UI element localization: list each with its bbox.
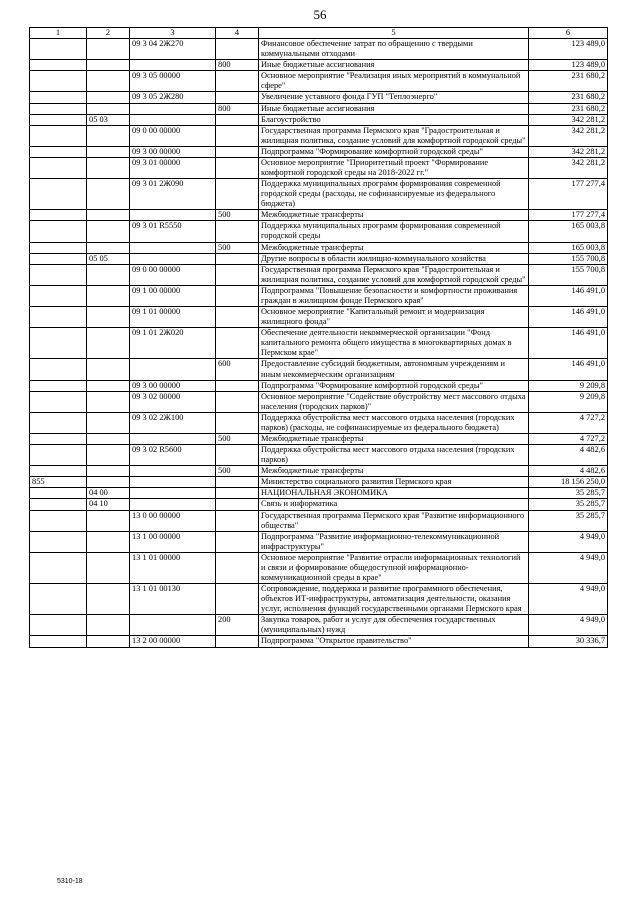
cell-amount: 155 700,8 bbox=[529, 253, 608, 264]
table-row bbox=[30, 391, 608, 412]
table-row bbox=[30, 307, 608, 328]
table-header-row bbox=[30, 28, 608, 39]
table-row bbox=[30, 114, 608, 125]
cell-code-section bbox=[87, 210, 130, 221]
table-row bbox=[30, 264, 608, 285]
cell-code-target: 09 1 01 2Ж020 bbox=[130, 328, 216, 359]
cell-amount: 4 949,0 bbox=[529, 615, 608, 636]
table-row bbox=[30, 125, 608, 146]
table-row bbox=[30, 253, 608, 264]
table-row bbox=[30, 60, 608, 71]
cell-amount: 35 285,7 bbox=[529, 510, 608, 531]
cell-code-expense-type bbox=[216, 307, 259, 328]
cell-description: Поддержка обустройства мест массового отдыха населения (городских парков) bbox=[259, 445, 529, 466]
cell-description: Подпрограмма "Формирование комфортной городской среды" bbox=[259, 146, 529, 157]
cell-amount: 155 700,8 bbox=[529, 264, 608, 285]
cell-code-admin bbox=[30, 210, 87, 221]
cell-description: Поддержка обустройства мест массового отдыха населения (городских парков) (расходы, не софинансируемые из федерального бюджета) bbox=[259, 412, 529, 433]
table-row bbox=[30, 328, 608, 359]
cell-code-section bbox=[87, 445, 130, 466]
cell-code-section: 05 03 bbox=[87, 114, 130, 125]
cell-code-expense-type: 600 bbox=[216, 359, 259, 380]
cell-code-expense-type bbox=[216, 92, 259, 103]
cell-code-admin bbox=[30, 433, 87, 444]
cell-description: Государственная программа Пермского края "Развитие информационного общества" bbox=[259, 510, 529, 531]
cell-description: Подпрограмма "Развитие информационно-телекоммуникационной инфраструктуры" bbox=[259, 531, 529, 552]
cell-code-target: 09 0 00 00000 bbox=[130, 125, 216, 146]
cell-code-admin bbox=[30, 531, 87, 552]
cell-code-target: 09 3 00 00000 bbox=[130, 380, 216, 391]
cell-amount: 4 727,2 bbox=[529, 412, 608, 433]
cell-code-admin bbox=[30, 445, 87, 466]
cell-code-expense-type bbox=[216, 445, 259, 466]
cell-code-admin bbox=[30, 359, 87, 380]
cell-amount: 30 336,7 bbox=[529, 636, 608, 647]
column-header: 3 bbox=[130, 28, 216, 39]
cell-code-section: 04 00 bbox=[87, 488, 130, 499]
cell-code-expense-type: 500 bbox=[216, 433, 259, 444]
cell-code-admin bbox=[30, 71, 87, 92]
cell-code-admin bbox=[30, 253, 87, 264]
cell-description: Другие вопросы в области жилищно-коммунального хозяйства bbox=[259, 253, 529, 264]
cell-description: Межбюджетные трансферты bbox=[259, 242, 529, 253]
cell-code-expense-type bbox=[216, 264, 259, 285]
cell-code-expense-type: 800 bbox=[216, 103, 259, 114]
cell-code-admin bbox=[30, 146, 87, 157]
cell-code-target: 13 1 00 00000 bbox=[130, 531, 216, 552]
cell-description: Иные бюджетные ассигнования bbox=[259, 103, 529, 114]
cell-code-section: 04 10 bbox=[87, 499, 130, 510]
cell-amount: 35 285,7 bbox=[529, 499, 608, 510]
cell-amount: 342 281,2 bbox=[529, 157, 608, 178]
cell-code-expense-type bbox=[216, 510, 259, 531]
table-row bbox=[30, 221, 608, 242]
cell-code-target bbox=[130, 488, 216, 499]
cell-code-expense-type bbox=[216, 179, 259, 210]
cell-description: Основное мероприятие "Содействие обустройству мест массового отдыха населения (городских парков)" bbox=[259, 391, 529, 412]
cell-code-section bbox=[87, 552, 130, 583]
cell-description: Иные бюджетные ассигнования bbox=[259, 60, 529, 71]
cell-amount: 165 003,8 bbox=[529, 221, 608, 242]
table-row bbox=[30, 39, 608, 60]
table-row bbox=[30, 157, 608, 178]
cell-description: Предоставление субсидий бюджетным, автономным учреждениям и иным некоммерческим организациям bbox=[259, 359, 529, 380]
cell-code-expense-type bbox=[216, 412, 259, 433]
cell-description: Основное мероприятие "Капитальный ремонт и модернизация жилищного фонда" bbox=[259, 307, 529, 328]
cell-description: Межбюджетные трансферты bbox=[259, 466, 529, 477]
table-row bbox=[30, 499, 608, 510]
table-body bbox=[30, 39, 608, 647]
cell-description: НАЦИОНАЛЬНАЯ ЭКОНОМИКА bbox=[259, 488, 529, 499]
cell-description: Благоустройство bbox=[259, 114, 529, 125]
cell-code-expense-type bbox=[216, 531, 259, 552]
cell-code-expense-type bbox=[216, 488, 259, 499]
cell-code-section bbox=[87, 221, 130, 242]
cell-code-expense-type bbox=[216, 636, 259, 647]
table-row bbox=[30, 359, 608, 380]
cell-code-target bbox=[130, 253, 216, 264]
cell-code-section bbox=[87, 242, 130, 253]
cell-code-section bbox=[87, 307, 130, 328]
cell-code-expense-type: 500 bbox=[216, 242, 259, 253]
cell-amount: 4 949,0 bbox=[529, 584, 608, 615]
table-row bbox=[30, 584, 608, 615]
table-row bbox=[30, 412, 608, 433]
footer-code: 5310-18 bbox=[57, 878, 83, 885]
cell-code-target: 13 1 01 00000 bbox=[130, 552, 216, 583]
cell-amount: 9 209,8 bbox=[529, 391, 608, 412]
cell-amount: 146 491,0 bbox=[529, 285, 608, 306]
cell-description: Связь и информатика bbox=[259, 499, 529, 510]
cell-code-section bbox=[87, 380, 130, 391]
cell-code-expense-type bbox=[216, 552, 259, 583]
cell-amount: 4 482,6 bbox=[529, 466, 608, 477]
cell-code-expense-type bbox=[216, 125, 259, 146]
cell-code-admin bbox=[30, 242, 87, 253]
cell-code-target bbox=[130, 433, 216, 444]
cell-amount: 177 277,4 bbox=[529, 210, 608, 221]
cell-code-target: 09 3 02 00000 bbox=[130, 391, 216, 412]
cell-amount: 146 491,0 bbox=[529, 328, 608, 359]
cell-code-target: 09 3 04 2Ж270 bbox=[130, 39, 216, 60]
cell-description: Межбюджетные трансферты bbox=[259, 433, 529, 444]
cell-code-section bbox=[87, 531, 130, 552]
cell-amount: 9 209,8 bbox=[529, 380, 608, 391]
cell-amount: 342 281,2 bbox=[529, 125, 608, 146]
table-row bbox=[30, 552, 608, 583]
table-row bbox=[30, 380, 608, 391]
cell-code-admin bbox=[30, 114, 87, 125]
cell-description: Министерство социального развития Пермского края bbox=[259, 477, 529, 488]
cell-code-target: 09 3 00 00000 bbox=[130, 146, 216, 157]
cell-description: Финансовое обеспечение затрат по обращению с твердыми коммунальными отходами bbox=[259, 39, 529, 60]
cell-code-expense-type: 800 bbox=[216, 60, 259, 71]
cell-code-expense-type bbox=[216, 477, 259, 488]
cell-description: Подпрограмма "Формирование комфортной городской среды" bbox=[259, 380, 529, 391]
cell-code-section bbox=[87, 285, 130, 306]
cell-code-expense-type bbox=[216, 584, 259, 615]
cell-code-admin bbox=[30, 499, 87, 510]
cell-code-section bbox=[87, 146, 130, 157]
cell-code-admin bbox=[30, 510, 87, 531]
cell-amount: 4 949,0 bbox=[529, 552, 608, 583]
cell-code-expense-type: 500 bbox=[216, 466, 259, 477]
table-row bbox=[30, 615, 608, 636]
cell-code-section bbox=[87, 103, 130, 114]
cell-description: Поддержка муниципальных программ формирования современной городской среды bbox=[259, 221, 529, 242]
page-number: 56 bbox=[313, 7, 327, 22]
table-row bbox=[30, 71, 608, 92]
cell-description: Основное мероприятие "Реализация иных мероприятий в коммунальной сфере" bbox=[259, 71, 529, 92]
cell-code-section bbox=[87, 359, 130, 380]
cell-code-admin bbox=[30, 103, 87, 114]
cell-code-target bbox=[130, 114, 216, 125]
table-row bbox=[30, 210, 608, 221]
column-header: 4 bbox=[216, 28, 259, 39]
cell-amount: 4 727,2 bbox=[529, 433, 608, 444]
cell-code-admin bbox=[30, 92, 87, 103]
cell-code-admin bbox=[30, 179, 87, 210]
cell-code-admin bbox=[30, 60, 87, 71]
cell-code-expense-type bbox=[216, 328, 259, 359]
cell-code-section bbox=[87, 412, 130, 433]
table-row bbox=[30, 636, 608, 647]
cell-code-admin bbox=[30, 552, 87, 583]
cell-code-expense-type bbox=[216, 380, 259, 391]
cell-code-target: 09 3 01 2Ж090 bbox=[130, 179, 216, 210]
cell-code-target: 13 0 00 00000 bbox=[130, 510, 216, 531]
cell-code-target bbox=[130, 499, 216, 510]
cell-code-admin: 855 bbox=[30, 477, 87, 488]
column-header: 6 bbox=[529, 28, 608, 39]
cell-amount: 146 491,0 bbox=[529, 359, 608, 380]
cell-code-target bbox=[130, 359, 216, 380]
cell-amount: 231 680,2 bbox=[529, 71, 608, 92]
table-row bbox=[30, 488, 608, 499]
cell-code-target: 09 3 01 00000 bbox=[130, 157, 216, 178]
cell-code-target: 13 2 00 00000 bbox=[130, 636, 216, 647]
cell-code-admin bbox=[30, 221, 87, 242]
cell-amount: 177 277,4 bbox=[529, 179, 608, 210]
cell-description: Увеличение уставного фонда ГУП "Теплоэнерго" bbox=[259, 92, 529, 103]
table-row bbox=[30, 510, 608, 531]
table-row bbox=[30, 179, 608, 210]
cell-amount: 4 482,6 bbox=[529, 445, 608, 466]
cell-amount: 165 003,8 bbox=[529, 242, 608, 253]
cell-code-expense-type: 500 bbox=[216, 210, 259, 221]
column-header: 5 bbox=[259, 28, 529, 39]
cell-code-admin bbox=[30, 380, 87, 391]
cell-description: Поддержка муниципальных программ формирования современной городской среды (расходы, не софинансируемые из федерального бюджета) bbox=[259, 179, 529, 210]
table-row bbox=[30, 433, 608, 444]
cell-description: Межбюджетные трансферты bbox=[259, 210, 529, 221]
cell-code-target bbox=[130, 477, 216, 488]
cell-amount: 342 281,2 bbox=[529, 114, 608, 125]
cell-code-admin bbox=[30, 307, 87, 328]
cell-code-section bbox=[87, 466, 130, 477]
cell-code-section bbox=[87, 615, 130, 636]
cell-code-admin bbox=[30, 328, 87, 359]
cell-code-section bbox=[87, 433, 130, 444]
cell-code-section: 05 05 bbox=[87, 253, 130, 264]
cell-code-target: 09 3 05 00000 bbox=[130, 71, 216, 92]
cell-amount: 35 285,7 bbox=[529, 488, 608, 499]
cell-code-section bbox=[87, 60, 130, 71]
cell-description: Подпрограмма "Повышение безопасности и комфортности проживания граждан в жилищном фонде Пермского края" bbox=[259, 285, 529, 306]
cell-code-expense-type bbox=[216, 71, 259, 92]
cell-code-expense-type bbox=[216, 39, 259, 60]
cell-code-admin bbox=[30, 466, 87, 477]
column-header: 1 bbox=[30, 28, 87, 39]
cell-code-expense-type bbox=[216, 146, 259, 157]
cell-code-section bbox=[87, 636, 130, 647]
cell-code-target: 09 3 05 2Ж280 bbox=[130, 92, 216, 103]
cell-code-target: 09 1 01 00000 bbox=[130, 307, 216, 328]
cell-code-section bbox=[87, 328, 130, 359]
table-row bbox=[30, 477, 608, 488]
cell-code-section bbox=[87, 179, 130, 210]
cell-code-admin bbox=[30, 285, 87, 306]
cell-amount: 18 156 250,0 bbox=[529, 477, 608, 488]
table-row bbox=[30, 531, 608, 552]
cell-amount: 123 489,0 bbox=[529, 60, 608, 71]
cell-amount: 231 680,2 bbox=[529, 92, 608, 103]
cell-code-expense-type bbox=[216, 391, 259, 412]
cell-amount: 342 281,2 bbox=[529, 146, 608, 157]
cell-description: Обеспечение деятельности некоммерческой организации "Фонд капитального ремонта общего имущества в многоквартирных домах в Пермском крае" bbox=[259, 328, 529, 359]
table-row bbox=[30, 103, 608, 114]
cell-code-target bbox=[130, 103, 216, 114]
cell-code-section bbox=[87, 39, 130, 60]
budget-table bbox=[29, 27, 608, 648]
cell-description: Сопровождение, поддержка и развитие программного обеспечения, объектов ИТ-инфраструктуры, автоматизация деятельности, оказания услуг, исполнения функций государственными органами Пермского края bbox=[259, 584, 529, 615]
table-row bbox=[30, 285, 608, 306]
cell-code-expense-type bbox=[216, 114, 259, 125]
cell-description: Государственная программа Пермского края "Градостроительная и жилищная политика, создание условий для комфортной городской среды" bbox=[259, 264, 529, 285]
cell-code-section bbox=[87, 477, 130, 488]
table-row bbox=[30, 466, 608, 477]
cell-code-section bbox=[87, 584, 130, 615]
cell-code-target: 09 3 02 R5600 bbox=[130, 445, 216, 466]
cell-amount: 123 489,0 bbox=[529, 39, 608, 60]
cell-code-target bbox=[130, 466, 216, 477]
cell-code-target bbox=[130, 210, 216, 221]
cell-description: Основное мероприятие "Развитие отрасли информационных технологий и связи и формирование общедоступной информационно-коммуникационной среды в крае" bbox=[259, 552, 529, 583]
cell-description: Государственная программа Пермского края "Градостроительная и жилищная политика, создание условий для комфортной городской среды" bbox=[259, 125, 529, 146]
cell-code-expense-type bbox=[216, 285, 259, 306]
table-row bbox=[30, 445, 608, 466]
cell-code-target: 13 1 01 00130 bbox=[130, 584, 216, 615]
table-row bbox=[30, 146, 608, 157]
cell-code-expense-type bbox=[216, 157, 259, 178]
cell-code-section bbox=[87, 391, 130, 412]
cell-code-target bbox=[130, 242, 216, 253]
cell-code-target: 09 3 01 R5550 bbox=[130, 221, 216, 242]
cell-code-admin bbox=[30, 125, 87, 146]
table-row bbox=[30, 242, 608, 253]
cell-code-admin bbox=[30, 264, 87, 285]
cell-code-admin bbox=[30, 488, 87, 499]
cell-code-expense-type: 200 bbox=[216, 615, 259, 636]
cell-code-admin bbox=[30, 636, 87, 647]
cell-code-expense-type bbox=[216, 253, 259, 264]
cell-description: Основное мероприятие "Приоритетный проект "Формирование комфортной городской среды на 2018-2022 гг." bbox=[259, 157, 529, 178]
cell-code-target bbox=[130, 615, 216, 636]
cell-code-target bbox=[130, 60, 216, 71]
cell-code-section bbox=[87, 157, 130, 178]
cell-code-target: 09 1 00 00000 bbox=[130, 285, 216, 306]
cell-code-admin bbox=[30, 39, 87, 60]
cell-code-section bbox=[87, 125, 130, 146]
cell-code-target: 09 0 00 00000 bbox=[130, 264, 216, 285]
cell-code-expense-type bbox=[216, 499, 259, 510]
cell-description: Закупка товаров, работ и услуг для обеспечения государственных (муниципальных) нужд bbox=[259, 615, 529, 636]
cell-description: Подпрограмма "Открытое правительство" bbox=[259, 636, 529, 647]
cell-code-section bbox=[87, 510, 130, 531]
cell-amount: 231 680,2 bbox=[529, 103, 608, 114]
column-header: 2 bbox=[87, 28, 130, 39]
cell-code-admin bbox=[30, 412, 87, 433]
cell-code-expense-type bbox=[216, 221, 259, 242]
cell-code-section bbox=[87, 71, 130, 92]
cell-amount: 4 949,0 bbox=[529, 531, 608, 552]
cell-code-section bbox=[87, 92, 130, 103]
table-row bbox=[30, 92, 608, 103]
cell-code-target: 09 3 02 2Ж100 bbox=[130, 412, 216, 433]
cell-code-admin bbox=[30, 584, 87, 615]
cell-amount: 146 491,0 bbox=[529, 307, 608, 328]
cell-code-admin bbox=[30, 391, 87, 412]
cell-code-section bbox=[87, 264, 130, 285]
cell-code-admin bbox=[30, 157, 87, 178]
cell-code-admin bbox=[30, 615, 87, 636]
